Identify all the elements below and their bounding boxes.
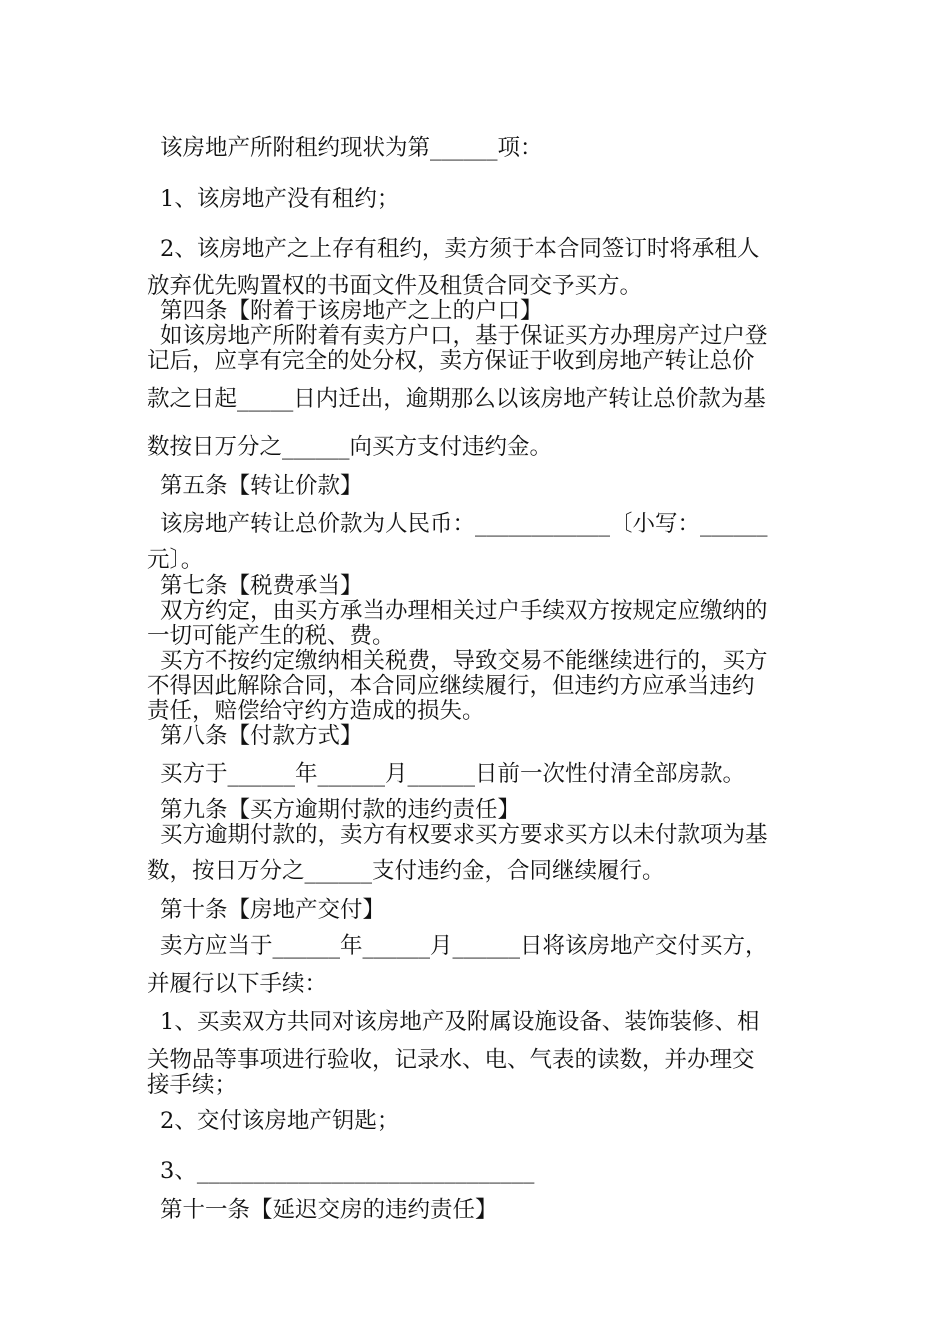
article-9-heading: 第九条【买方逾期付款的违约责任】 xyxy=(160,797,521,823)
handover-step-1: 1、买卖双方共同对该房地产及附属设施设备、装饰装修、相 xyxy=(160,1009,760,1035)
article-9-text-cont: 数，按日万分之______支付违约金，合同继续履行。 xyxy=(147,858,665,884)
article-4-text: 如该房地产所附着有卖方户口，基于保证买方办理房产过户登 xyxy=(160,323,768,349)
article-7-text: 买方不按约定缴纳相关税费，导致交易不能继续进行的，买方 xyxy=(160,648,768,674)
article-4-text-cont: 数按日万分之______向买方支付违约金。 xyxy=(147,434,553,460)
article-7-text-cont: 责任，赔偿给守约方造成的损失。 xyxy=(147,698,485,724)
article-5-text: 该房地产转让总价款为人民币：____________〔小写：______ xyxy=(160,511,768,537)
article-7-text-cont: 一切可能产生的税、费。 xyxy=(147,623,395,649)
article-11-heading: 第十一条【延迟交房的违约责任】 xyxy=(160,1197,498,1223)
lease-option-1: 1、该房地产没有租约； xyxy=(160,186,400,212)
lease-option-2: 2、该房地产之上存有租约，卖方须于本合同签订时将承租人 xyxy=(160,236,760,262)
lease-status-line: 该房地产所附租约现状为第______项： xyxy=(160,135,543,161)
article-9-text: 买方逾期付款的，卖方有权要求买方要求买方以未付款项为基 xyxy=(160,822,768,848)
handover-step-1-cont: 接手续； xyxy=(147,1072,238,1098)
article-8-heading: 第八条【付款方式】 xyxy=(160,723,363,749)
article-4-text-cont: 记后，应享有完全的处分权，卖方保证于收到房地产转让总价 xyxy=(147,348,755,374)
handover-step-3: 3、______________________________ xyxy=(160,1158,535,1184)
article-10-text: 卖方应当于______年______月______日将该房地产交付买方， xyxy=(160,933,768,959)
article-8-text: 买方于______年______月______日前一次性付清全部房款。 xyxy=(160,761,746,787)
article-5-text-cont: 元〕。 xyxy=(147,547,204,573)
article-4-heading: 第四条【附着于该房地产之上的户口】 xyxy=(160,298,543,324)
handover-step-1-cont: 关物品等事项进行验收，记录水、电、气表的读数，并办理交 xyxy=(147,1047,755,1073)
article-7-text: 双方约定，由买方承当办理相关过户手续双方按规定应缴纳的 xyxy=(160,598,768,624)
article-4-text-cont: 款之日起_____日内迁出，逾期那么以该房地产转让总价款为基 xyxy=(147,386,766,412)
handover-step-2: 2、交付该房地产钥匙； xyxy=(160,1108,400,1134)
article-10-text-cont: 并履行以下手续： xyxy=(147,971,328,997)
article-10-heading: 第十条【房地产交付】 xyxy=(160,897,386,923)
article-7-heading: 第七条【税费承当】 xyxy=(160,573,363,599)
lease-option-2-cont: 放弃优先购置权的书面文件及租赁合同交予买方。 xyxy=(147,273,643,299)
article-7-text-cont: 不得因此解除合同，本合同应继续履行，但违约方应承当违约 xyxy=(147,673,755,699)
article-5-heading: 第五条【转让价款】 xyxy=(160,473,363,499)
